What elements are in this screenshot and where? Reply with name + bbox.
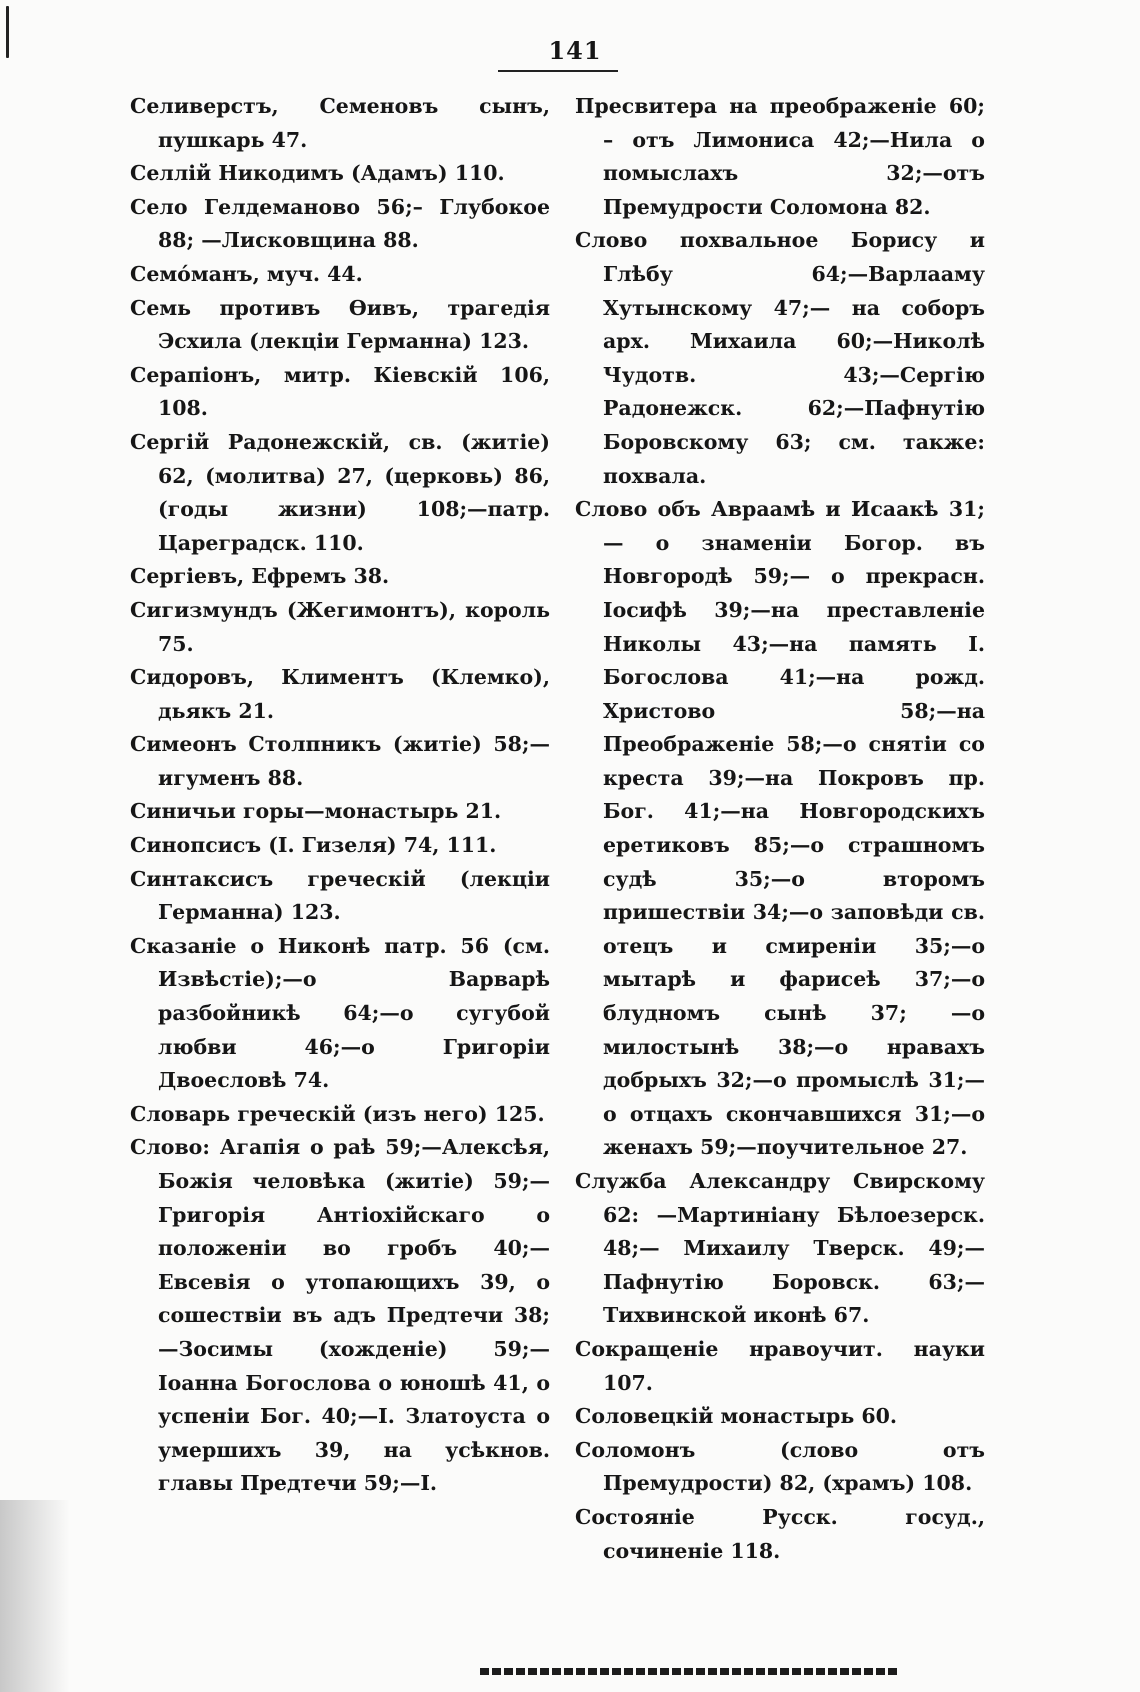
index-entry: Пресвитера на преображеніе 60; – отъ Лимониса 42;—Нила о помыслахъ 32;—отъ Премудрости Соломона 82. [575, 94, 985, 219]
index-entry: Сидоровъ, Климентъ (Клемко), дьякъ 21. [130, 665, 550, 723]
index-entry: Служба Александру Свирскому 62: —Мартиніану Бѣлоезерск. 48;— Михаилу Тверск. 49;—Пафнутію Боровск. 63;—Тихвинской иконѣ 67. [575, 1169, 985, 1328]
index-entry: Состояніе Русск. госуд., сочиненіе 118. [575, 1504, 985, 1563]
page-number: 141 [548, 36, 602, 65]
index-entry: Сергіевъ, Ефремъ 38. [130, 564, 390, 589]
index-entry: Сергій Радонежскій, св. (житіе) 62, (молитва) 27, (церковь) 86, (годы жизни) 108;—патр. Цареградск. 110. [130, 429, 550, 555]
index-entry: Соловецкій монастырь 60. [575, 1404, 898, 1429]
index-entry: Слово объ Авраамѣ и Исаакѣ 31;— о знаменіи Богор. въ Новгородѣ 59;— о прекрасн. Іосифѣ 39;—на преставленіе Николы 43;—на память І. Богослова 41;—на рожд. Христово 58;—на Преображеніе 58;—о снятіи со креста 39;—на Покровъ пр. Бог. 41;—на Новгородскихъ еретиковъ 85;—о страшномъ судѣ 35;—о второмъ пришествіи 34;—о заповѣди св. отецъ и смиреніи 35;—о мытарѣ и фарисеѣ 37;—о блудномъ сынѣ 37; —о милостынѣ 38;—о нравахъ добрыхъ 32;—о промыслѣ 31;— о отцахъ скончавшихся 31;—о женахъ 59;—поучительное 27. [575, 497, 985, 1160]
index-entry: Слово: Агапія о раѣ 59;—Алексѣя, Божія человѣка (житіе) 59;—Григорія Антіохійскаго о положеніи во гробъ 40;—Евсевія о утопающихъ 39, о сошествіи въ адъ Предтечи 38;—Зосимы (хожденіе) 59;—Іоанна Богослова о юношѣ 41, о успеніи Бог. 40;—І. Златоуста о умершихъ 39, на усѣкнов. главы Предтечи 59;—І. [130, 1135, 550, 1496]
index-entry: Сигизмундъ (Жегимонтъ), король 75. [130, 597, 550, 656]
margin-mark [6, 6, 9, 58]
header-rule [498, 70, 618, 72]
left-column [130, 90, 550, 1501]
index-entry: Серапіонъ, митр. Кіевскій 106, 108. [130, 362, 550, 421]
index-entry: Сокращеніе нравоучит. науки 107. [575, 1336, 985, 1395]
index-entry: Симеонъ Столпникъ (житіе) 58;— игуменъ 88. [130, 732, 550, 790]
index-entry: Синтаксисъ греческій (лекціи Германна) 123. [130, 866, 550, 925]
index-entry: Селиверстъ, Семеновъ сынъ, пушкарь 47. [130, 94, 550, 152]
index-entry: Соломонъ (слово отъ Премудрости) 82, (храмъ) 108. [575, 1437, 985, 1496]
index-entry: Селлій Никодимъ (Адамъ) 110. [130, 161, 505, 186]
right-column [575, 90, 985, 1568]
index-entry: Семо́манъ, муч. 44. [130, 261, 363, 286]
bottom-print-mark [480, 1668, 900, 1675]
index-entry: Словарь греческій (изъ него) 125. [130, 1101, 545, 1126]
index-entry: Сказаніе о Никонѣ патр. 56 (см. Извѣстіе);—о Варварѣ разбойникѣ 64;—о сугубой любви 46;—о Григоріи Двоесловѣ 74. [130, 933, 550, 1093]
scan-shadow [0, 1500, 70, 1692]
index-entry: Синичьи горы—монастырь 21. [130, 799, 502, 824]
index-entry: Слово похвальное Борису и Глѣбу 64;—Варлааму Хутынскому 47;— на соборъ арх. Михаила 60;—Николѣ Чудотв. 43;—Сергію Радонежск. 62;—Пафнутію Боровскому 63; см. также: похвала. [575, 228, 985, 488]
index-entry: Синопсисъ (І. Гизеля) 74, 111. [130, 833, 497, 858]
index-entry: Село Гелдеманово 56;– Глубокое 88; —Лисковщина 88. [130, 194, 550, 253]
index-entry: Семь противъ Өивъ, трагедія Эсхила (лекціи Германна) 123. [130, 295, 550, 354]
